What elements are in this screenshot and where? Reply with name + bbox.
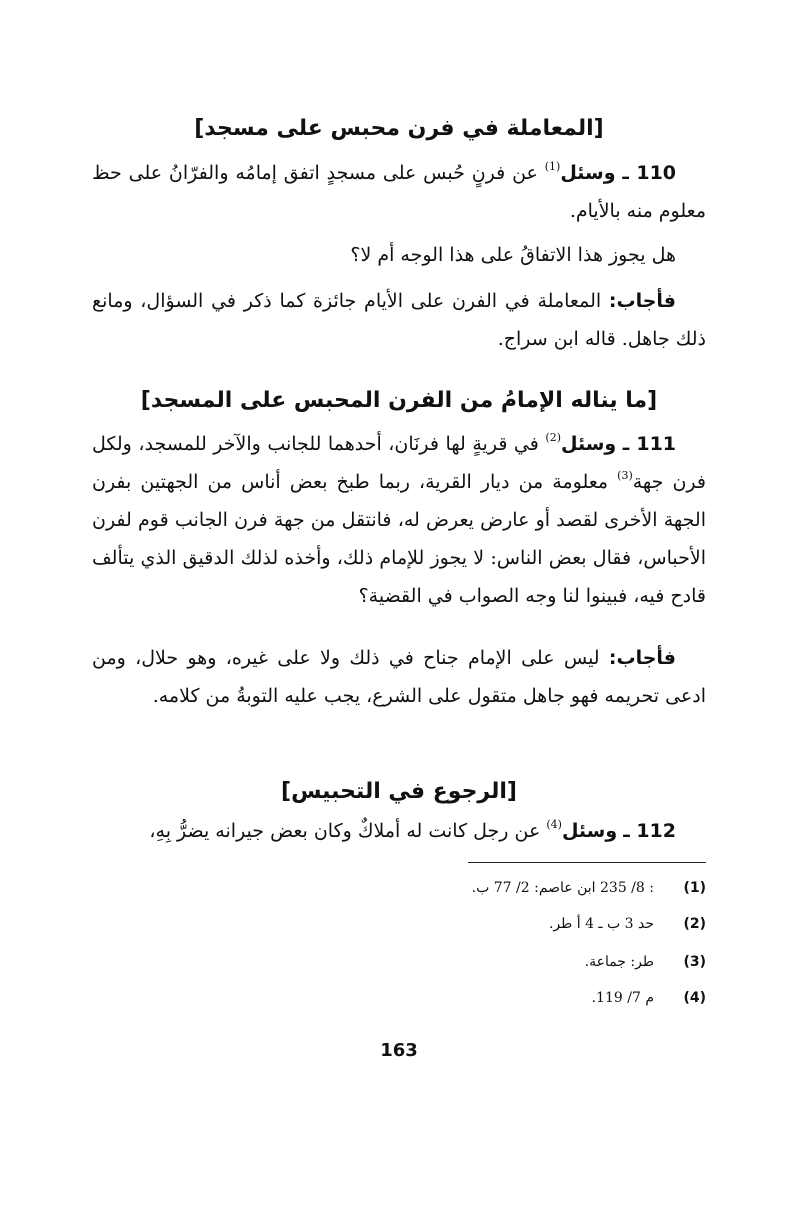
answer-lead: فأجاب: — [608, 290, 676, 312]
answer-text: المعاملة في الفرن على الأيام جائزة كما ذكر في السؤال، ومانع ذلك جاهل. قاله ابن سراج. — [92, 290, 706, 350]
question-111 — [92, 425, 706, 615]
question-lead: وسئل — [561, 820, 618, 842]
footnote-text: طر: جماعة. — [584, 954, 654, 970]
question-text: في قريةٍ لها فرنَان، أحدهما للجانب والآخر للمسجد، ولكل فرن جهة — [92, 433, 706, 493]
footnote-4 — [92, 986, 706, 1010]
footnote-2 — [92, 912, 706, 936]
footnote-ref-2: (2) — [545, 430, 561, 444]
section-heading-2: [ما يناله الإمامُ من الفرن المحبس على المسجد] — [140, 388, 658, 413]
footnote-number: (4) — [683, 990, 706, 1006]
question-lead: وسئل — [560, 162, 616, 184]
question-number: 112 ـ — [623, 820, 676, 842]
answer-lead: فأجاب: — [608, 647, 676, 669]
footnote-number: (1) — [683, 880, 706, 896]
document-page — [92, 0, 706, 1213]
question-110 — [92, 154, 706, 230]
footnote-ref-4: (4) — [546, 817, 562, 831]
question-lead: وسئل — [560, 433, 617, 455]
footnote-text: حد 3 ب ـ 4 أ طر. — [548, 916, 654, 932]
question-text: عن فرنٍ حُبس على مسجدٍ اتفق إمامُه والفرّانُ على حظ معلوم منه بالأيام. — [92, 162, 706, 222]
footnote-number: (2) — [683, 916, 706, 932]
question-number: 111 ـ — [622, 433, 677, 455]
footnote-number: (3) — [683, 954, 706, 970]
question-text: عن رجل كانت له أملاكٌ وكان بعض جيرانه يضرُّ بِهِ، — [149, 820, 547, 842]
footnote-text: : 8/ 235 ابن عاصم: 2/ 77 ب. — [471, 880, 654, 896]
question-110-followup: هل يجوز هذا الاتفاقُ على هذا الوجه أم لا؟ — [350, 244, 676, 266]
answer-111 — [92, 639, 706, 715]
footnote-3 — [92, 950, 706, 974]
question-112 — [92, 812, 706, 850]
footnote-ref-3: (3) — [617, 468, 633, 482]
section-heading-1: [المعاملة في فرن محبس على مسجد] — [194, 116, 604, 141]
answer-text: ليس على الإمام جناح في ذلك ولا على غيره، وهو حلال، ومن ادعى تحريمه فهو جاهل متقول على الشرع، يجب عليه التوبةُ من كلامه. — [92, 647, 706, 707]
question-number: 110 ـ — [622, 162, 677, 184]
footnote-ref-1: (1) — [544, 159, 561, 173]
footnote-text: م 7/ 119. — [591, 990, 654, 1006]
footnote-1 — [92, 876, 706, 900]
footnote-divider — [468, 862, 706, 863]
question-text-continued: معلومة من ديار القرية، ربما طبخ بعض أناس من الجهتين بفرن الجهة الأخرى لقصد أو عارض يعرض له، فانتقل من جهة فرن الجانب قوم لفرن الأحباس، فقال بعض الناس: لا يجوز للإمام ذلك، وأخذه لذلك الدقيق الذي يتألف قادح فيه، فبينوا لنا وجه الصواب في القضية؟ — [92, 471, 706, 607]
answer-110 — [92, 282, 706, 358]
section-heading-3: [الرجوع في التحبيس] — [281, 779, 517, 804]
page-number: 163 — [380, 1040, 418, 1061]
